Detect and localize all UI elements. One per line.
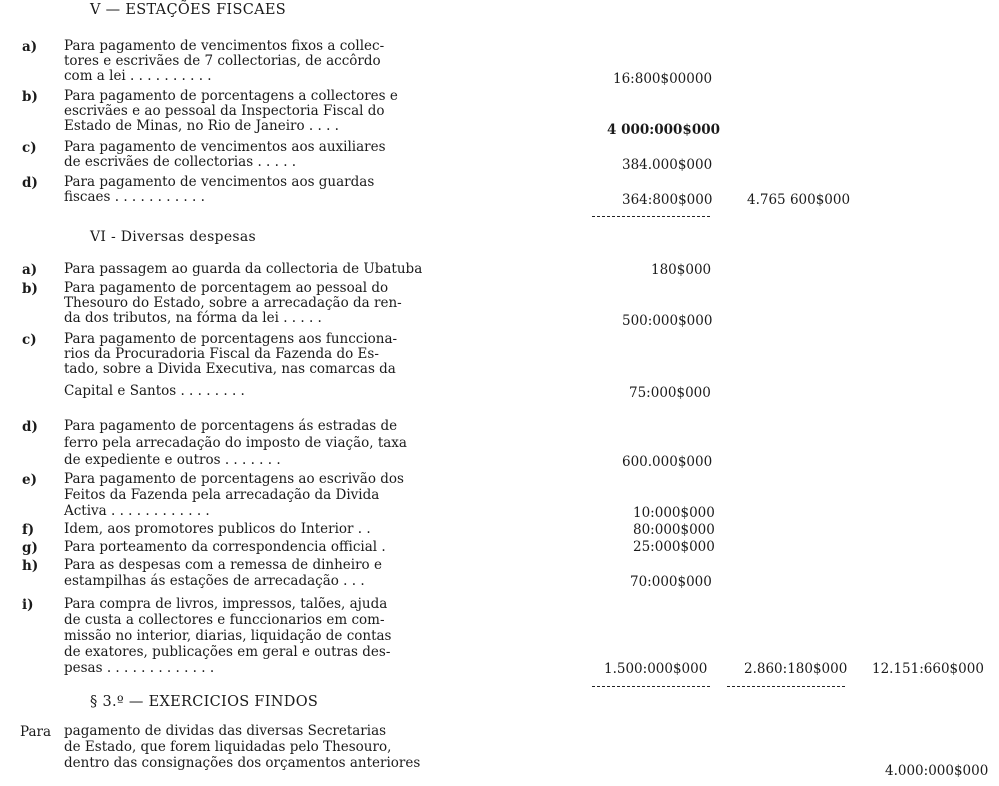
item-text-line: fiscaes . . . . . . . . . . . [64,189,205,205]
item-text-line: Thesouro do Estado, sobre a arrecadação da ren- [64,295,402,311]
item-amount: 600.000$000 [622,454,713,470]
item-label: d) [22,175,38,191]
underline-rule [592,216,710,217]
item-label: a) [22,262,38,278]
item-text-line: Activa . . . . . . . . . . . . [64,503,210,519]
item-text-line: Para as despesas com a remessa de dinheiro e [64,557,382,573]
section-3-heading: § 3.º — EXERCICIOS FINDOS [90,694,319,710]
item-text-line: Para pagamento de porcentagens ás estradas de [64,418,398,434]
underline-rule [592,686,710,687]
item-amount: 4 000:000$000 [607,122,721,138]
item-text-line: Estado de Minas, no Rio de Janeiro . . . . [64,118,339,134]
item-text-line: dentro das consignações dos orçamentos anteriores [64,755,421,771]
item-label: i) [22,597,34,613]
item-amount: 1.500:000$000 [604,661,708,677]
item-text-line: Para pagamento de porcentagens ao escrivão dos [64,471,404,487]
section-v-heading: V — ESTAÇÕES FISCAES [90,2,286,18]
item-text-line: estampilhas ás estações de arrecadação . . . [64,573,365,589]
item-text-line: Para pagamento de porcentagens aos funcciona- [64,331,398,347]
item-amount: 70:000$000 [630,574,712,590]
item-label: a) [22,39,38,55]
item-text-line: pagamento de dividas das diversas Secretarias [64,723,387,739]
item-text-line: Para pagamento de porcentagem ao pessoal do [64,280,389,296]
item-text-line: Para compra de livros, impressos, talões, ajuda [64,596,388,612]
item-text-line: Capital e Santos . . . . . . . . [64,383,245,399]
item-text-line: de expediente e outros . . . . . . . [64,452,281,468]
item-text-line: Para pagamento de vencimentos fixos a collec- [64,38,385,54]
item-amount: 80:000$000 [633,522,715,538]
section-grand-total: 12.151:660$000 [872,661,984,677]
item-label: g) [22,540,38,556]
item-text-line: Para pagamento de vencimentos aos guardas [64,174,375,190]
item-text-line: Feitos da Fazenda pela arrecadação da Divida [64,487,380,503]
item-amount: 180$000 [651,262,712,278]
item-text-line: missão no interior, diarias, liquidação de contas [64,628,392,644]
section-3-lead-word: Para [20,724,52,740]
item-text-line: Para passagem ao guarda da collectoria de Ubatuba [64,261,423,277]
item-text-line: de escrivães de collectorias . . . . . [64,154,297,170]
section-v-subtotal: 4.765 600$000 [747,192,851,208]
item-label: d) [22,419,38,435]
section-vi-heading: VI - Diversas despesas [90,229,257,245]
item-text-line: Para pagamento de porcentagens a collectores e [64,88,398,104]
item-label: h) [22,558,39,574]
section-3-amount: 4.000:000$000 [885,763,989,779]
item-label: c) [22,140,37,156]
item-label: e) [22,472,37,488]
item-amount: 384.000$000 [622,157,713,173]
item-amount: 75:000$000 [629,385,711,401]
item-text-line: tado, sobre a Divida Executiva, nas comarcas da [64,361,396,377]
item-amount: 25:000$000 [633,539,715,555]
item-text-line: de custa a collectores e funccionarios em com- [64,612,385,628]
item-text-line: Idem, aos promotores publicos do Interior . . [64,521,371,537]
item-label: c) [22,332,37,348]
item-text-line: de Estado, que forem liquidadas pelo Thesouro, [64,739,392,755]
item-amount: 364:800$000 [622,192,713,208]
item-text-line: rios da Procuradoria Fiscal da Fazenda do Es- [64,346,379,362]
item-text-line: tores e escrivães de 7 collectorias, de accôrdo [64,53,381,69]
item-text-line: da dos tributos, na fórma da lei . . . . . [64,310,322,326]
item-amount: 500:000$000 [622,313,713,329]
item-text-line: de exatores, publicações em geral e outras des- [64,644,391,660]
item-text-line: Para porteamento da correspondencia official . [64,539,386,555]
item-text-line: escrivães e ao pessoal da Inspectoria Fiscal do [64,103,385,119]
item-label: f) [22,522,35,538]
item-amount: 10:000$000 [633,505,715,521]
item-text-line: Para pagamento de vencimentos aos auxiliares [64,139,386,155]
section-vi-subtotal: 2.860:180$000 [744,661,848,677]
item-label: b) [22,89,38,105]
item-text-line: pesas . . . . . . . . . . . . . [64,660,215,676]
item-amount: 16:800$00000 [613,71,713,87]
underline-rule [727,686,845,687]
item-text-line: ferro pela arrecadação do imposto de viação, taxa [64,435,407,451]
item-label: b) [22,281,38,297]
item-text-line: com a lei . . . . . . . . . . [64,68,212,84]
